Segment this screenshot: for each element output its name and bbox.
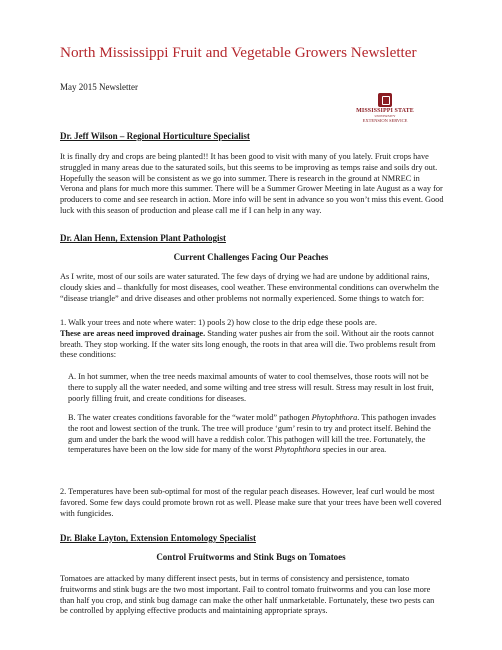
newsletter-title: North Mississippi Fruit and Vegetable Growers Newsletter [60, 44, 417, 61]
item-1-rest: Standing water pushes air from the soil. Without air the roots cannot breath. They stop working. If the water sits long enough, the roots in that area will die. Two problems result from these conditions: [60, 328, 436, 360]
layton-body: Tomatoes are attacked by many different insect pests, but in terms of consistency and persistence, tomato fruitworms and stink bugs are the two most important. Fail to control tomato fruitworms and you can lose more than half you crop, and stink bug damage can make the other half unmarketable. Fortunately, these two pests can be controlled by applying effective products and maintaining appropriate sprays. [60, 574, 435, 616]
issue-date: May 2015 Newsletter [60, 82, 138, 92]
section-heading-layton: Dr. Blake Layton, Extension Entomology Specialist [60, 533, 256, 543]
msu-extension-logo [355, 93, 415, 123]
logo-line-1: MISSISSIPPI STATE [356, 108, 414, 114]
henn-item-a: A. In hot summer, when the tree needs maximal amounts of water to cool themselves, those roots will not be there to supply all the water needed, and some wilting and tree stress will result. Stress may result in lost fruit, poorly filling fruit, and create conditions for diseases. [68, 372, 434, 403]
henn-item-1 [60, 318, 444, 361]
seal-icon [378, 93, 392, 107]
henn-item-2: 2. Temperatures have been sub-optimal for most of the regular peach diseases. However, leaf curl would be most favored. Some few days could promote brown rot as well. Please make sure that your trees have been well covered with fungicides. [60, 487, 442, 518]
section-heading-henn: Dr. Alan Henn, Extension Plant Pathologist [60, 233, 226, 243]
wilson-body: It is finally dry and crops are being planted!! It has been good to visit with many of you lately. Fruit crops have struggled in many areas due to the saturated soils, but this seems to be improving as temps raise and soils dry out. Hopefully the season will be consistent as we go into summer. There is research in the ground at NMREC in Verona and plans for much more this summer. There will be a Summer Grower Meeting in late August as a way for producers to come and see research in action. More info will be sent in advance so you won’t miss this event. Good luck with this season of production and please call me if I can help in any way. [60, 152, 444, 215]
item-1-bold: These are areas need improved drainage. [60, 328, 206, 338]
item-b-end: species in our area. [320, 445, 387, 455]
logo-line-2: UNIVERSITY [374, 114, 396, 118]
item-b-genus-2: Phytophthora [274, 445, 321, 455]
item-b-lead: B. The water creates conditions favorable for the “water mold” pathogen [68, 413, 312, 422]
section-heading-wilson: Dr. Jeff Wilson – Regional Horticulture Specialist [60, 131, 250, 141]
logo-line-3: EXTENSION SERVICE [362, 118, 408, 123]
item-1-lead: 1. Walk your trees and note where water: 1) pools 2) how close to the drip edge these pools are. [60, 318, 377, 327]
henn-subheading: Current Challenges Facing Our Peaches [173, 252, 329, 262]
item-b-genus: Phytophthora [311, 413, 358, 422]
henn-item-b [68, 413, 444, 456]
henn-intro: As I write, most of our soils are water saturated. The few days of drying we had are undone by additional rains, cloudy skies and – thankfully for most diseases, cool weather. These environmental conditions can overwhelm the “disease triangle” and drive diseases and other problems not normally experienced. Some things to watch for: [60, 272, 439, 303]
item-b-rest: . This pathogen invades the root and lowest section of the trunk. The tree will produce ‘gum’ resin to try and protect itself. Behind the gum and under the bark the wood will have a reddish color. This pathogen will kill the tree. Fortunately, the temperatures have been on the low side for many of the worst [68, 413, 436, 455]
layton-subheading: Control Fruitworms and Stink Bugs on Tomatoes [156, 552, 346, 562]
